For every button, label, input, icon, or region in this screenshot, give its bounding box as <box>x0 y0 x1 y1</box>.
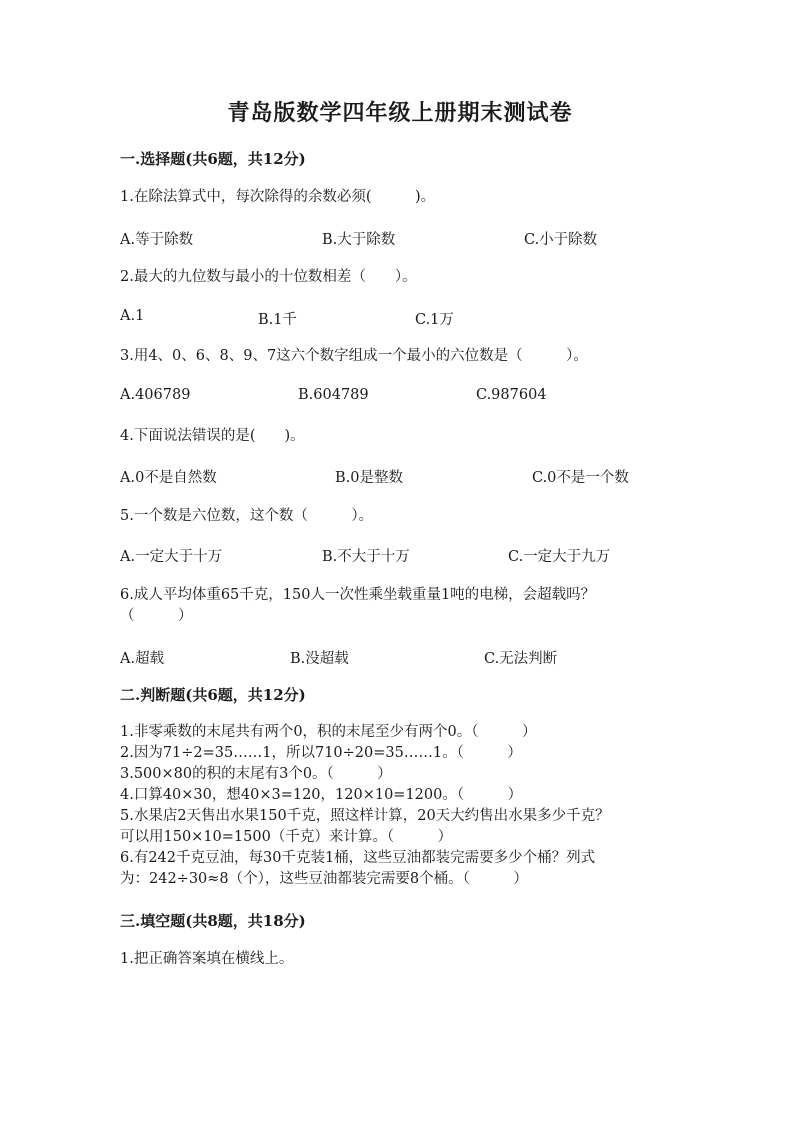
choice-q5-option-a: A.一定大于十万 <box>120 549 223 565</box>
choice-q4-option-a: A.0不是自然数 <box>120 470 217 486</box>
choice-question-3: 3.用4、0、6、8、9、7这六个数字组成一个最小的六位数是（ ）。 <box>120 348 588 364</box>
choice-question-6-line-1: 6.成人平均体重65千克，150人一次性乘坐载重量1吨的电梯，会超载吗？ <box>120 587 596 603</box>
choice-q5-option-c: C.一定大于九万 <box>508 549 611 565</box>
choice-q2-option-a: A.1 <box>120 308 145 324</box>
choice-q1-option-a: A.等于除数 <box>120 232 194 248</box>
judge-line-8: 为：242÷30≈8（个），这些豆油都装完需要8个桶。（ ） <box>120 871 528 887</box>
page-title: 青岛版数学四年级上册期末测试卷 <box>227 100 573 126</box>
choice-q2-option-b: B.1千 <box>258 312 297 328</box>
choice-q6-option-b: B.没超载 <box>290 651 349 667</box>
judge-line-6: 可以用150×10=1500（千克）来计算。（ ） <box>120 829 453 845</box>
choice-q2-option-c: C.1万 <box>415 312 454 328</box>
choice-question-2: 2.最大的九位数与最小的十位数相差（ ）。 <box>120 269 417 285</box>
choice-question-6-line-2: （ ） <box>120 608 193 624</box>
choice-question-4: 4.下面说法错误的是( )。 <box>120 428 305 444</box>
choice-q5-option-b: B.不大于十万 <box>322 549 410 565</box>
choice-q1-option-b: B.大于除数 <box>322 232 396 248</box>
choice-q4-option-b: B.0是整数 <box>335 470 403 486</box>
judge-line-1: 1.非零乘数的末尾共有两个0，积的末尾至少有两个0。（ ） <box>120 724 537 740</box>
fill-question-1: 1.把正确答案填在横线上。 <box>120 951 294 967</box>
choice-question-1: 1.在除法算式中，每次除得的余数必须( )。 <box>120 189 436 205</box>
choice-q4-option-c: C.0不是一个数 <box>532 470 629 486</box>
judge-line-7: 6.有242千克豆油，每30千克装1桶，这些豆油都装完需要多少个桶？列式 <box>120 850 596 866</box>
choice-question-5: 5.一个数是六位数，这个数（ ）。 <box>120 508 374 524</box>
judge-line-2: 2.因为71÷2=35……1，所以710÷20=35……1。（ ） <box>120 745 522 761</box>
choice-q3-option-a: A.406789 <box>120 387 191 403</box>
judge-line-4: 4.口算40×30，想40×3=120，120×10=1200。（ ） <box>120 787 523 803</box>
choice-q6-option-c: C.无法判断 <box>484 651 558 667</box>
judge-line-3: 3.500×80的积的末尾有3个0。（ ） <box>120 766 392 782</box>
section-heading-judge: 二.判断题(共6题，共12分) <box>120 686 306 704</box>
choice-q3-option-c: C.987604 <box>476 387 547 403</box>
choice-q3-option-b: B.604789 <box>298 387 369 403</box>
section-heading-choice: 一.选择题(共6题，共12分) <box>120 150 306 168</box>
section-heading-fill: 三.填空题(共8题，共18分) <box>120 912 306 930</box>
choice-q6-option-a: A.超载 <box>120 651 165 667</box>
judge-line-5: 5.水果店2天售出水果150千克，照这样计算，20天大约售出水果多少千克？ <box>120 808 610 824</box>
choice-q1-option-c: C.小于除数 <box>524 232 598 248</box>
